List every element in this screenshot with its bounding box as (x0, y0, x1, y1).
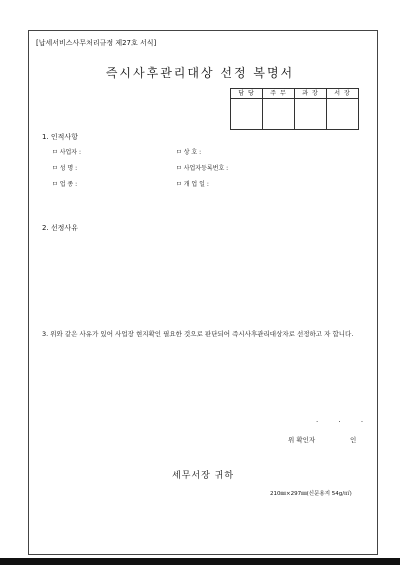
section-personal-info-heading: 1. 인적사항 (42, 133, 78, 141)
form-id-label: [납세서비스사무처리규정 제27호 서식] (36, 39, 157, 47)
approval-header-director: 서 장 (327, 89, 359, 99)
paper-spec: 210㎜×297㎜(신문용지 54g/㎡) (270, 491, 352, 497)
bottom-divider (0, 558, 400, 565)
approval-sign-director[interactable] (327, 99, 359, 130)
date-placeholder: . . . (316, 416, 373, 424)
field-opening-date: ㅁ 개 업 일 : (176, 181, 209, 188)
approval-header-chief: 주 무 (263, 89, 295, 99)
approval-sign-chief[interactable] (263, 99, 295, 130)
field-business-operator: ㅁ 사업자 : (52, 149, 82, 156)
field-name: ㅁ 성 명 : (52, 165, 78, 172)
approval-sign-staff[interactable] (231, 99, 263, 130)
addressee: 세무서장 귀하 (172, 471, 235, 481)
approval-header-section-head: 과 장 (295, 89, 327, 99)
field-trade-name: ㅁ 상 호 : (176, 149, 202, 156)
section-conclusion-text: 3. 위와 같은 사유가 있어 사업장 현지확인 필요한 것으로 판단되어 즉시사후관리대상자로 선정하고 자 합니다. (42, 330, 354, 338)
approval-sign-section-head[interactable] (295, 99, 327, 130)
seal-mark: 인 (350, 436, 357, 444)
confirmer-label: 위 확인자 (288, 436, 316, 444)
page-title: 즉시사후관리대상 선정 복명서 (105, 66, 295, 80)
approval-header-staff: 담 당 (231, 89, 263, 99)
field-business-type: ㅁ 업 종 : (52, 181, 78, 188)
section-selection-reason-heading: 2. 선정사유 (42, 224, 78, 232)
field-registration-number: ㅁ 사업자등록번호 : (176, 165, 229, 172)
approval-table (230, 88, 359, 130)
